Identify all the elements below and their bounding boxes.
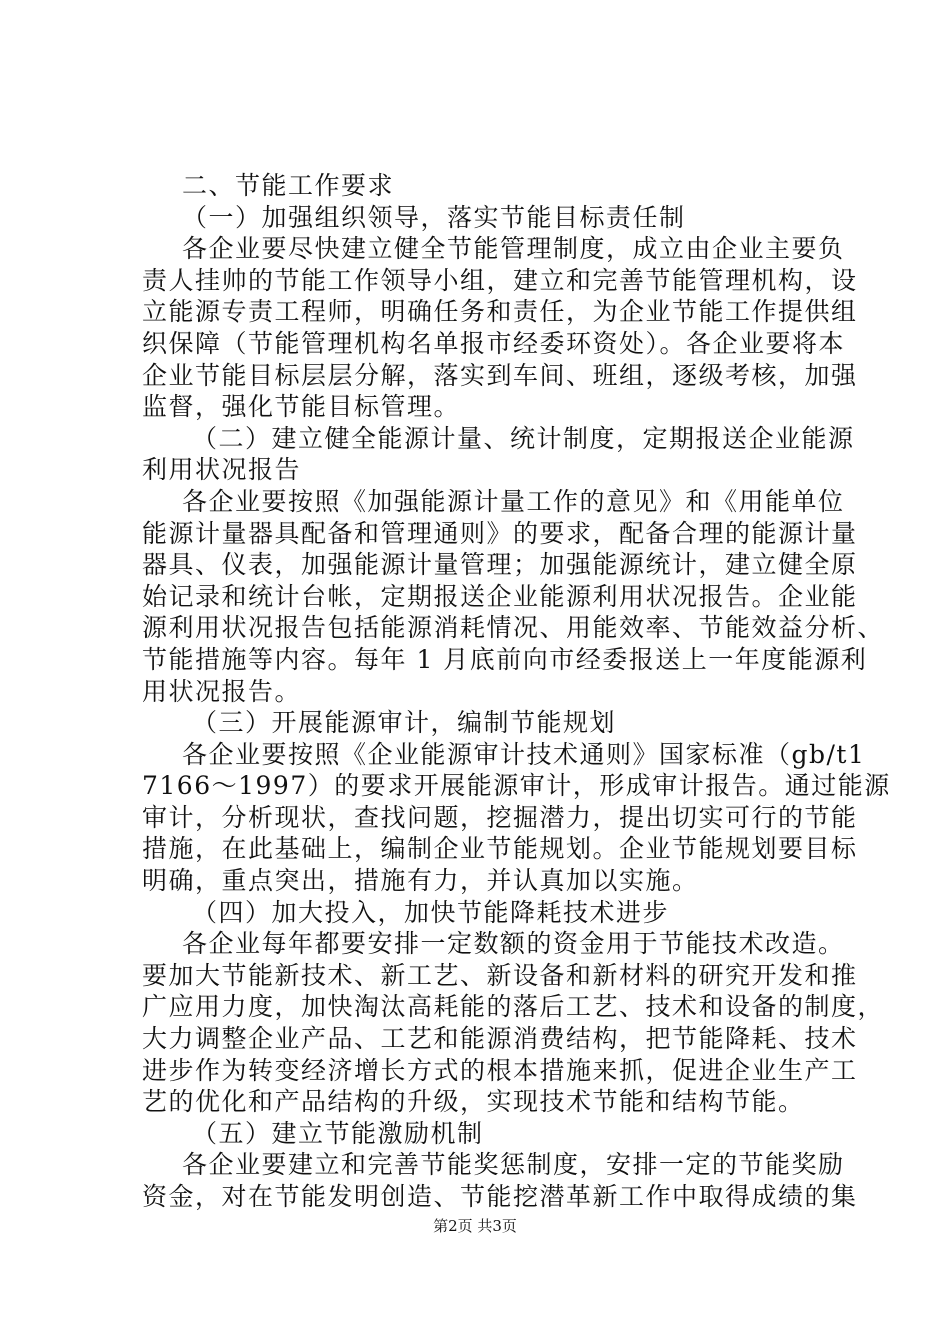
subsection-heading: （三）开展能源审计，编制节能规划 [192, 708, 617, 738]
paragraph-line: 能源计量器具配备和管理通则》的要求，配备合理的能源计量 [142, 518, 858, 548]
subsection-heading: （五）建立节能激励机制 [192, 1118, 484, 1148]
paragraph-line: 措施，在此基础上，编制企业节能规划。企业节能规划要目标 [142, 834, 858, 864]
paragraph-line: 责人挂帅的节能工作领导小组，建立和完善节能管理机构，设 [142, 265, 858, 295]
paragraph-line: 源利用状况报告包括能源消耗情况、用能效率、节能效益分析、 [142, 613, 885, 643]
paragraph-line: 用状况报告。 [142, 676, 302, 706]
subsection-heading: （四）加大投入，加快节能降耗技术进步 [192, 897, 670, 927]
page-footer: 第2页 共3页 [433, 1217, 517, 1235]
subsection-heading: 利用状况报告 [142, 455, 302, 485]
paragraph-line: 各企业要按照《企业能源审计技术通则》国家标准（gb/t1 [182, 739, 866, 769]
paragraph-line: 广应用力度，加快淘汰高耗能的落后工艺、技术和设备的制度， [142, 992, 885, 1022]
paragraph-line: 7166～1997）的要求开展能源审计，形成审计报告。通过能源 [142, 771, 891, 801]
paragraph-line: 各企业每年都要安排一定数额的资金用于节能技术改造。 [182, 929, 845, 959]
paragraph-line: 审计，分析现状，查找问题，挖掘潜力，提出切实可行的节能 [142, 802, 858, 832]
paragraph-line: 始记录和统计台帐，定期报送企业能源利用状况报告。企业能 [142, 581, 858, 611]
paragraph-line: 进步作为转变经济增长方式的根本措施来抓，促进企业生产工 [142, 1055, 858, 1085]
subsection-heading: （二）建立健全能源计量、统计制度，定期报送企业能源 [192, 423, 855, 453]
paragraph-line: 器具、仪表，加强能源计量管理；加强能源统计，建立健全原 [142, 550, 858, 580]
document-body [142, 170, 891, 1213]
paragraph-line: 各企业要按照《加强能源计量工作的意见》和《用能单位 [182, 486, 845, 516]
paragraph-line: 监督，强化节能目标管理。 [142, 392, 461, 422]
paragraph-line: 各企业要建立和完善节能奖惩制度，安排一定的节能奖励 [182, 1150, 845, 1180]
paragraph-line: 节能措施等内容。每年 1 月底前向市经委报送上一年度能源利 [142, 644, 868, 674]
paragraph-line: 企业节能目标层层分解，落实到车间、班组，逐级考核，加强 [142, 360, 858, 390]
paragraph-line: 织保障（节能管理机构名单报市经委环资处）。各企业要将本 [142, 328, 846, 358]
paragraph-line: 艺的优化和产品结构的升级，实现技术节能和结构节能。 [142, 1087, 805, 1117]
paragraph-line: 要加大节能新技术、新工艺、新设备和新材料的研究开发和推 [142, 960, 858, 990]
paragraph-line: 各企业要尽快建立健全节能管理制度，成立由企业主要负 [182, 234, 845, 264]
paragraph-line: 明确，重点突出，措施有力，并认真加以实施。 [142, 866, 699, 896]
section-heading: 二、节能工作要求 [182, 171, 395, 200]
subsection-heading: （一）加强组织领导，落实节能目标责任制 [182, 202, 686, 232]
paragraph-line: 资金，对在节能发明创造、节能挖潜革新工作中取得成绩的集 [142, 1182, 858, 1211]
paragraph-line: 立能源专责工程师，明确任务和责任，为企业节能工作提供组 [142, 297, 858, 327]
paragraph-line: 大力调整企业产品、工艺和能源消费结构，把节能降耗、技术 [142, 1024, 858, 1054]
